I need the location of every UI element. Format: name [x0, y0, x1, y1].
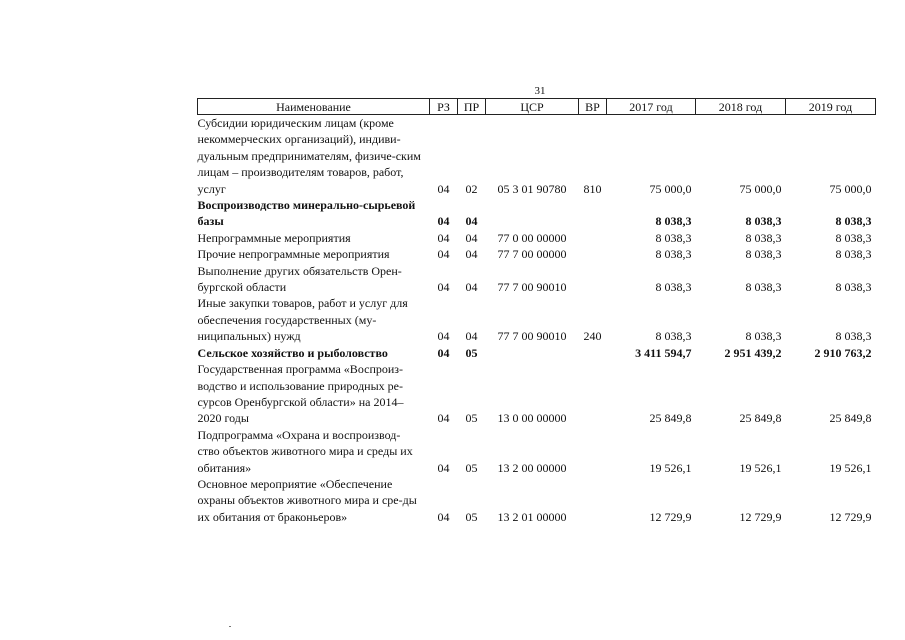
cell-pr: 05	[465, 345, 478, 360]
table-row	[198, 361, 876, 427]
cell-y2019: 75 000,0	[829, 181, 872, 196]
cell-rz: 04	[437, 181, 450, 196]
cell-y2017: 8 038,3	[655, 230, 692, 245]
cell-name: Основное мероприятие «Обеспечение охраны объектов животного мира и сре-ды их обитания от браконьеров»	[197, 476, 417, 524]
cell-pr: 04	[465, 214, 478, 229]
cell-y2017: 8 038,3	[655, 280, 692, 295]
cell-rz: 04	[437, 230, 450, 245]
cell-vr	[579, 246, 607, 262]
cell-name: Выполнение других обязательств Орен-бургской области	[197, 263, 402, 295]
cell-rz: 04	[437, 411, 450, 426]
cell-y2019: 8 038,3	[835, 214, 872, 229]
budget-table	[197, 98, 876, 525]
cell-vr	[579, 345, 607, 361]
header-csr: ЦСР	[486, 99, 579, 115]
table-row	[198, 246, 876, 262]
cell-pr: 05	[465, 460, 478, 475]
cell-name: Сельское хозяйство и рыболовство	[197, 345, 388, 360]
cell-csr: 13 0 00 00000	[497, 411, 567, 426]
cell-pr: 04	[465, 329, 478, 344]
cell-vr	[579, 361, 607, 427]
cell-y2018: 8 038,3	[745, 280, 782, 295]
cell-csr: 77 7 00 90010	[497, 280, 567, 295]
cell-csr	[486, 345, 579, 361]
table-row	[198, 230, 876, 246]
table-row	[198, 295, 876, 344]
cell-y2019: 8 038,3	[835, 280, 872, 295]
header-2018: 2018 год	[696, 99, 786, 115]
cell-name: Непрограммные мероприятия	[197, 230, 351, 245]
cell-name: Прочие непрограммные мероприятия	[197, 247, 390, 262]
cell-rz: 04	[437, 214, 450, 229]
cell-pr: 04	[465, 280, 478, 295]
cell-y2018: 8 038,3	[745, 214, 782, 229]
cell-rz: 04	[437, 280, 450, 295]
cell-y2017: 25 849,8	[649, 411, 692, 426]
table-row	[198, 263, 876, 296]
cell-y2019: 8 038,3	[835, 329, 872, 344]
cell-csr: 77 7 00 00000	[497, 247, 567, 262]
cell-vr: 810	[583, 181, 602, 196]
cell-y2019: 12 729,9	[829, 509, 872, 524]
cell-y2018: 8 038,3	[745, 329, 782, 344]
cell-rz: 04	[437, 345, 450, 360]
cell-name: Иные закупки товаров, работ и услуг для обеспечения государственных (му-ниципальных) нужд	[197, 296, 408, 344]
cell-y2018: 12 729,9	[739, 509, 782, 524]
cell-y2019: 25 849,8	[829, 411, 872, 426]
table-row	[198, 476, 876, 525]
table-row	[198, 427, 876, 476]
cell-name: Воспроизводство минерально-сырьевой базы	[197, 198, 416, 229]
cell-csr: 77 7 00 90010	[497, 329, 567, 344]
cell-y2018: 8 038,3	[745, 247, 782, 262]
cell-y2018: 19 526,1	[739, 460, 782, 475]
table-row	[198, 115, 876, 198]
cell-y2019: 2 910 763,2	[814, 345, 872, 360]
cell-csr: 13 2 01 00000	[497, 509, 567, 524]
cell-name: Субсидии юридическим лицам (кроме некоммерческих организаций), индиви-дуальным предпринимателям, физиче-ским лицам – производителям товаров, работ, услуг	[197, 116, 421, 196]
header-2017: 2017 год	[607, 99, 696, 115]
cell-y2017: 8 038,3	[655, 247, 692, 262]
cell-vr	[579, 476, 607, 525]
cell-y2017: 8 038,3	[655, 329, 692, 344]
cell-csr	[486, 197, 579, 230]
header-2019: 2019 год	[786, 99, 876, 115]
cell-name: Государственная программа «Воспроиз-водство и использование природных ре-сурсов Оренбургской области» на 2014–2020 годы	[197, 362, 404, 426]
table-row	[198, 197, 876, 230]
cell-vr	[579, 230, 607, 246]
header-rz: РЗ	[430, 99, 458, 115]
cell-pr: 04	[465, 230, 478, 245]
cell-y2017: 8 038,3	[655, 214, 692, 229]
cell-rz: 04	[437, 247, 450, 262]
scan-speck	[229, 626, 231, 627]
cell-y2019: 19 526,1	[829, 460, 872, 475]
page-number: 31	[534, 85, 546, 97]
cell-vr	[579, 197, 607, 230]
cell-vr	[579, 427, 607, 476]
cell-y2017: 75 000,0	[649, 181, 692, 196]
header-pr: ПР	[458, 99, 486, 115]
cell-pr: 02	[465, 181, 478, 196]
cell-vr: 240	[583, 329, 602, 344]
cell-y2019: 8 038,3	[835, 230, 872, 245]
cell-pr: 05	[465, 509, 478, 524]
cell-y2018: 25 849,8	[739, 411, 782, 426]
cell-y2019: 8 038,3	[835, 247, 872, 262]
cell-name: Подпрограмма «Охрана и воспроизвод-ство объектов животного мира и среды их обитания»	[197, 427, 413, 475]
cell-y2017: 19 526,1	[649, 460, 692, 475]
cell-pr: 04	[465, 247, 478, 262]
cell-vr	[579, 263, 607, 296]
header-name: Наименование	[198, 99, 430, 115]
cell-csr: 13 2 00 00000	[497, 460, 567, 475]
cell-pr: 05	[465, 411, 478, 426]
cell-rz: 04	[437, 329, 450, 344]
cell-y2018: 75 000,0	[739, 181, 782, 196]
cell-csr: 05 3 01 90780	[497, 181, 567, 196]
cell-y2017: 12 729,9	[649, 509, 692, 524]
cell-rz: 04	[437, 509, 450, 524]
cell-y2018: 2 951 439,2	[724, 345, 782, 360]
cell-csr: 77 0 00 00000	[497, 230, 567, 245]
table-header-row	[198, 99, 876, 115]
cell-y2018: 8 038,3	[745, 230, 782, 245]
cell-y2017: 3 411 594,7	[635, 345, 692, 360]
table-body	[198, 115, 876, 526]
header-vr: ВР	[579, 99, 607, 115]
table-row	[198, 345, 876, 361]
cell-rz: 04	[437, 460, 450, 475]
